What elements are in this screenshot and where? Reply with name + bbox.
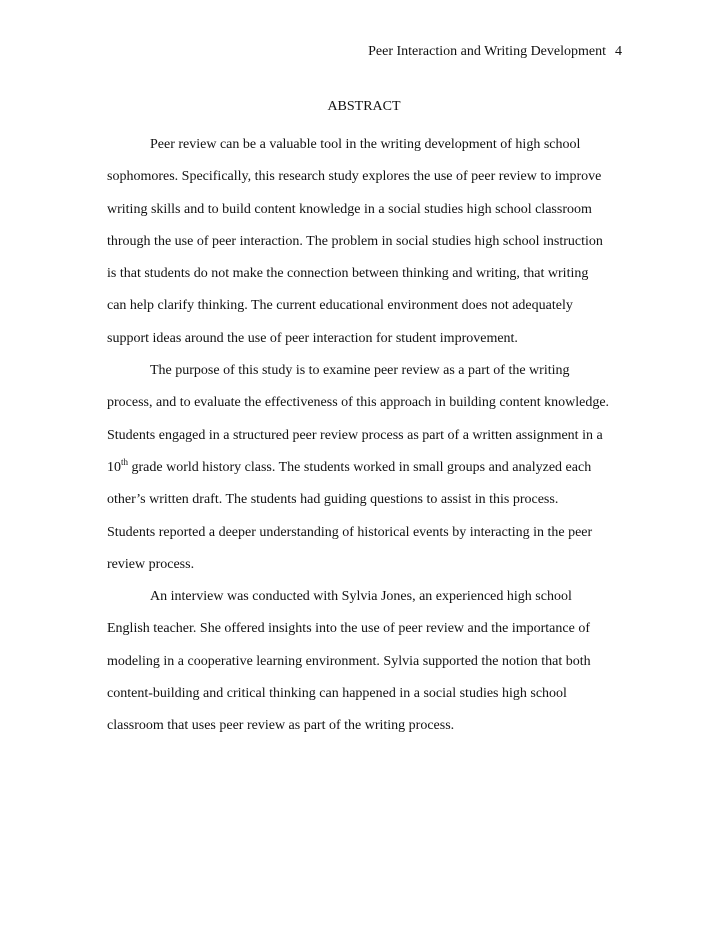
paragraph-1-line-1: Peer review can be a valuable tool in the writing development of high school xyxy=(150,137,581,152)
abstract-body xyxy=(107,136,633,750)
paragraph-2-line-4 xyxy=(107,456,633,491)
paragraph-3-line-2: English teacher. She offered insights into the use of peer review and the importance of xyxy=(107,621,590,637)
paragraph-1-line-5: is that students do not make the connection between thinking and writing, that writing xyxy=(107,266,589,282)
running-head xyxy=(368,43,622,61)
paragraph-3-line-1: An interview was conducted with Sylvia Jones, an experienced high school xyxy=(150,589,572,605)
page-number: 4 xyxy=(615,44,622,59)
paragraph-2-line-2: process, and to evaluate the effectiveness of this approach in building content knowledge. xyxy=(107,395,610,411)
ordinal-superscript: th xyxy=(121,456,129,467)
grade-number: 10 xyxy=(107,459,121,475)
paragraph-1-line-6: can help clarify thinking. The current educational environment does not adequately xyxy=(107,298,573,314)
paragraph-3-line-5: classroom that uses peer review as part of the writing process. xyxy=(107,718,455,734)
paragraph-1-line-4: through the use of peer interaction. The problem in social studies high school instruction xyxy=(107,233,603,249)
paragraph-3-line-3: modeling in a cooperative learning environment. Sylvia supported the notion that both xyxy=(107,653,591,669)
running-head-title: Peer Interaction and Writing Development xyxy=(368,44,606,59)
paragraph-2-line-5: other’s written draft. The students had guiding questions to assist in this process. xyxy=(107,492,559,508)
paragraph-2-line-6: Students reported a deeper understanding of historical events by interacting in the peer xyxy=(107,524,593,540)
paragraph-1-line-3: writing skills and to build content knowledge in a social studies high school classroom xyxy=(107,201,592,217)
paragraph-1-line-2: sophomores. Specifically, this research study explores the use of peer review to improve xyxy=(107,169,602,185)
paragraph-3-line-4: content-building and critical thinking can happened in a social studies high school xyxy=(107,686,567,702)
paragraph-2-line-3: Students engaged in a structured peer review process as part of a written assignment in a xyxy=(107,427,603,443)
paragraph-2-line-1: The purpose of this study is to examine peer review as a part of the writing xyxy=(150,363,570,379)
abstract-heading-text: ABSTRACT xyxy=(327,99,401,114)
paragraph-2-line-4-rest: grade world history class. The students worked in small groups and analyzed each xyxy=(128,459,592,475)
abstract-heading xyxy=(0,98,728,116)
paragraph-2-line-7: review process. xyxy=(107,556,195,572)
paragraph-1-line-7: support ideas around the use of peer interaction for student improvement. xyxy=(107,330,518,346)
